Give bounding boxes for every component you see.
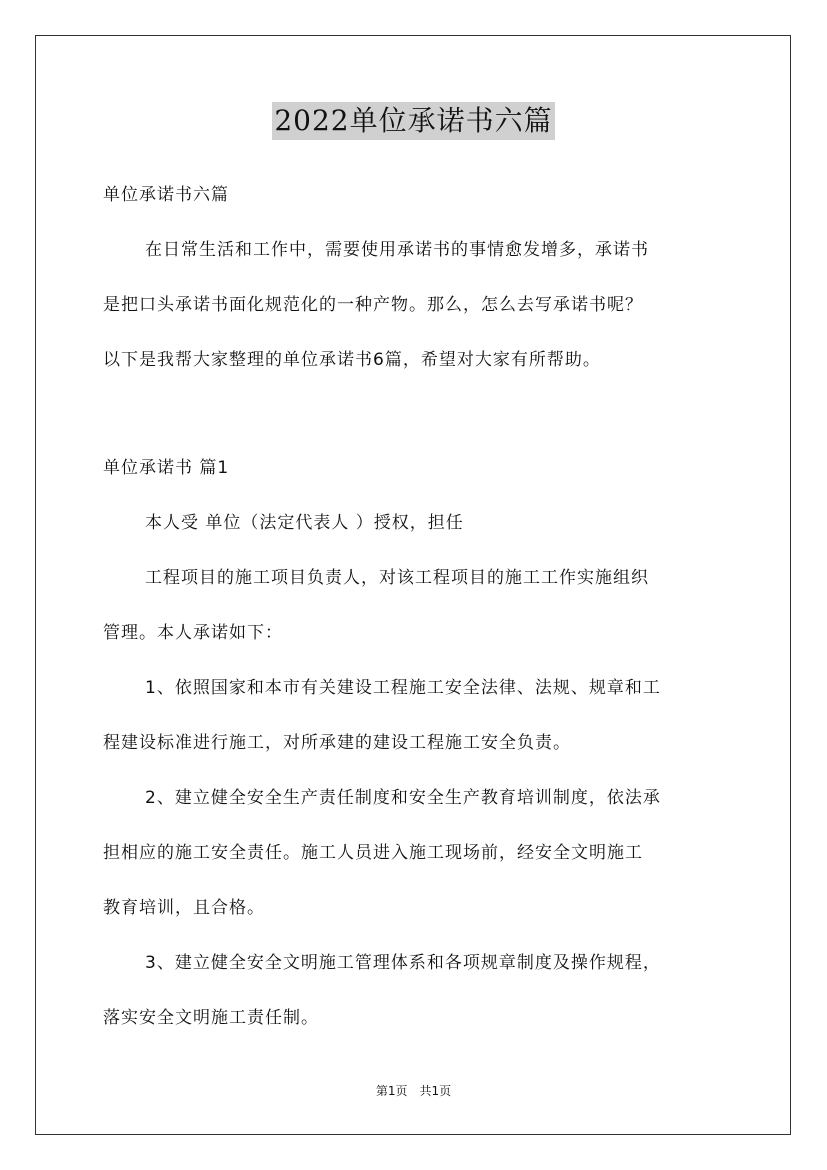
document-title-wrapper [0,102,827,140]
paragraph-line: 2、建立健全安全生产责任制度和安全生产教育培训制度，依法承 [145,788,661,808]
paragraph-line: 落实安全文明施工责任制。 [103,1008,319,1028]
page-footer: 第1页 共1页 [375,1084,452,1098]
paragraph-line: 工程项目的施工项目负责人，对该工程项目的施工工作实施组织 [145,568,649,588]
paragraph-line: 程建设标准进行施工，对所承建的建设工程施工安全负责。 [103,733,571,753]
paragraph-line: 本人受 单位（法定代表人 ）授权，担任 [145,513,464,533]
section-heading: 单位承诺书 篇1 [103,458,230,478]
paragraph-line: 是把口头承诺书面化规范化的一种产物。那么，怎么去写承诺书呢？ [103,295,643,315]
paragraph-line: 教育培训，且合格。 [103,898,265,918]
document-title: 2022单位承诺书六篇 [272,102,554,140]
paragraph-line: 1、依照国家和本市有关建设工程施工安全法律、法规、规章和工 [145,678,661,698]
paragraph-line: 担相应的施工安全责任。施工人员进入施工现场前，经安全文明施工 [103,843,643,863]
paragraph-line: 以下是我帮大家整理的单位承诺书6篇，希望对大家有所帮助。 [103,350,601,370]
section-heading: 单位承诺书六篇 [103,185,229,205]
paragraph-line: 管理。本人承诺如下： [103,623,283,643]
paragraph-line: 在日常生活和工作中，需要使用承诺书的事情愈发增多，承诺书 [145,240,649,260]
paragraph-line: 3、建立健全安全文明施工管理体系和各项规章制度及操作规程， [145,953,661,973]
